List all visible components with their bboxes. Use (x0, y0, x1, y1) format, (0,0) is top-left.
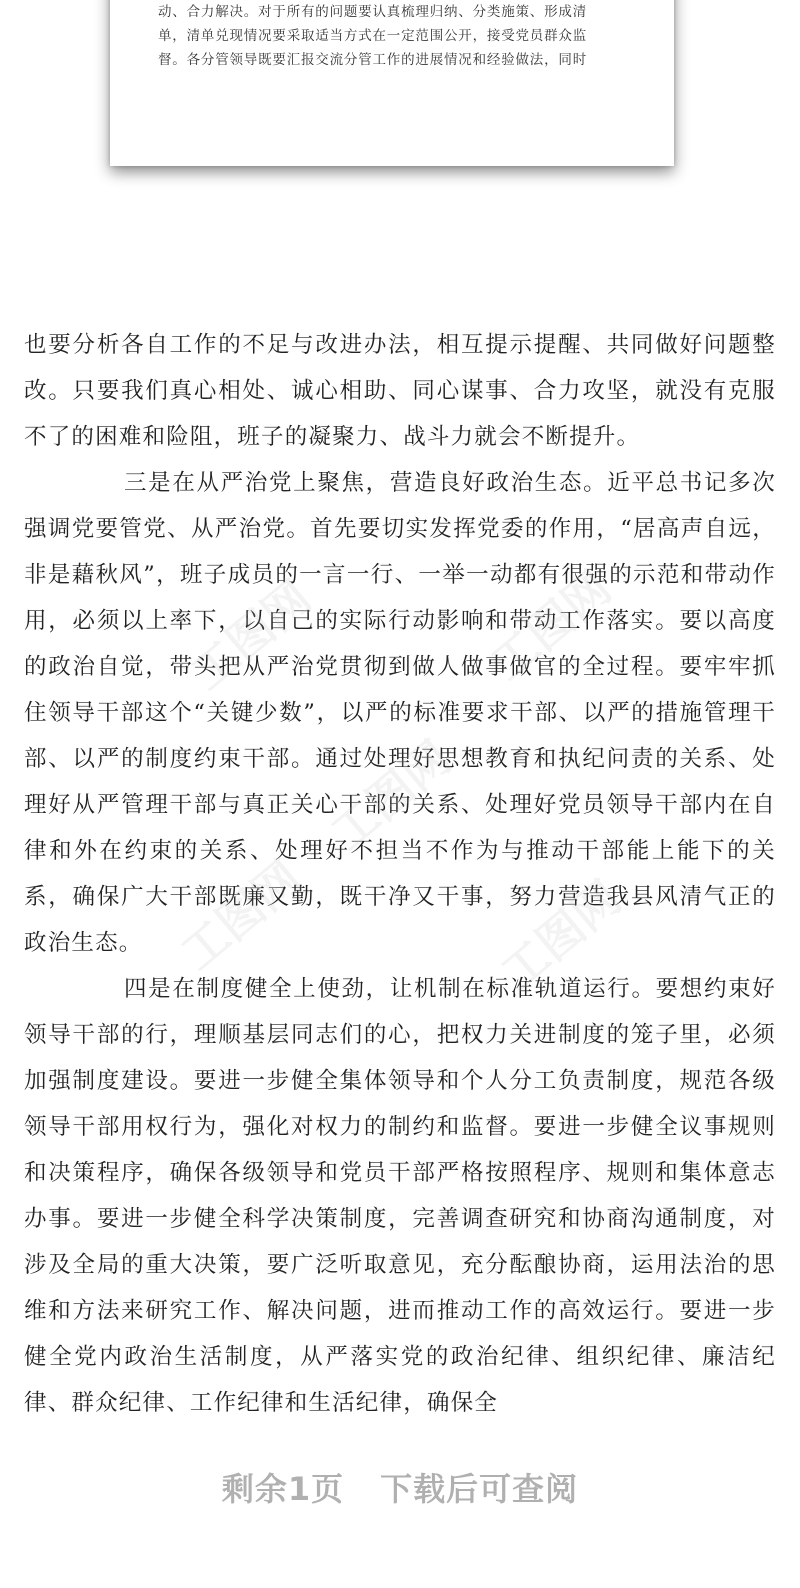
download-prompt[interactable] (0, 1464, 800, 1510)
document-body (24, 322, 776, 1426)
previous-page-line: 单，清单兑现情况要采取适当方式在一定范围公开，接受党员群众监 (158, 28, 587, 44)
download-hint-label: 下载后可查阅 (380, 1470, 579, 1508)
remaining-pages-label: 剩余1页 (221, 1470, 345, 1508)
watermark: 工图网 (320, 730, 462, 861)
watermark: 工图网 (180, 570, 322, 701)
paragraph: 四是在制度健全上使劲，让机制在标准轨道运行。要想约束好领导干部的行，理顺基层同志们的心，把权力关进制度的笼子里，必须加强制度建设。要进一步健全集体领导和个人分工负责制度，规范各级领导干部用权行为，强化对权力的制约和监督。要进一步健全议事规则和决策程序，确保各级领导和党员干部严格按照程序、规则和集体意志办事。要进一步健全科学决策制度，完善调查研究和协商沟通制度，对涉及全局的重大决策，要广泛听取意见，充分酝酿协商，运用法治的思维和方法来研究工作、解决问题，进而推动工作的高效运行。要进一步健全党内政治生活制度，从严落实党的政治纪律、组织纪律、廉洁纪律、群众纪律、工作纪律和生活纪律，确保全 (24, 976, 776, 1416)
previous-page-line: 动、合力解决。对于所有的问题要认真梳理归纳、分类施策、形成清 (158, 4, 587, 20)
watermark: 工图网 (490, 870, 632, 1001)
paragraph: 也要分析各自工作的不足与改进办法，相互提示提醒、共同做好问题整改。只要我们真心相处、诚心相助、同心谋事、合力攻坚，就没有克服不了的困难和险阻，班子的凝聚力、战斗力就会不断提升。 (24, 332, 776, 450)
watermark: 工图网 (170, 850, 312, 981)
paragraph: 三是在从严治党上聚焦，营造良好政治生态。近平总书记多次强调党要管党、从严治党。首先要切实发挥党委的作用，“居高声自远，非是藉秋风”，班子成员的一言一行、一举一动都有很强的示范和带动作用，必须以上率下，以自己的实际行动影响和带动工作落实。要以高度的政治自觉，带头把从严治党贯彻到做人做事做官的全过程。要牢牢抓住领导干部这个“关键少数”，以严的标准要求干部、以严的措施管理干部、以严的制度约束干部。通过处理好思想教育和执纪问责的关系、处理好从严管理干部与真正关心干部的关系、处理好党员领导干部内在自律和外在约束的关系、处理好不担当不作为与推动干部能上能下的关系，确保广大干部既廉又勤，既干净又干事，努力营造我县风清气正的政治生态。 (24, 470, 776, 956)
previous-page-card (110, 0, 674, 166)
watermark: 工图网 (480, 560, 622, 691)
previous-page-line: 督。各分管领导既要汇报交流分管工作的进展情况和经验做法，同时 (158, 52, 587, 68)
